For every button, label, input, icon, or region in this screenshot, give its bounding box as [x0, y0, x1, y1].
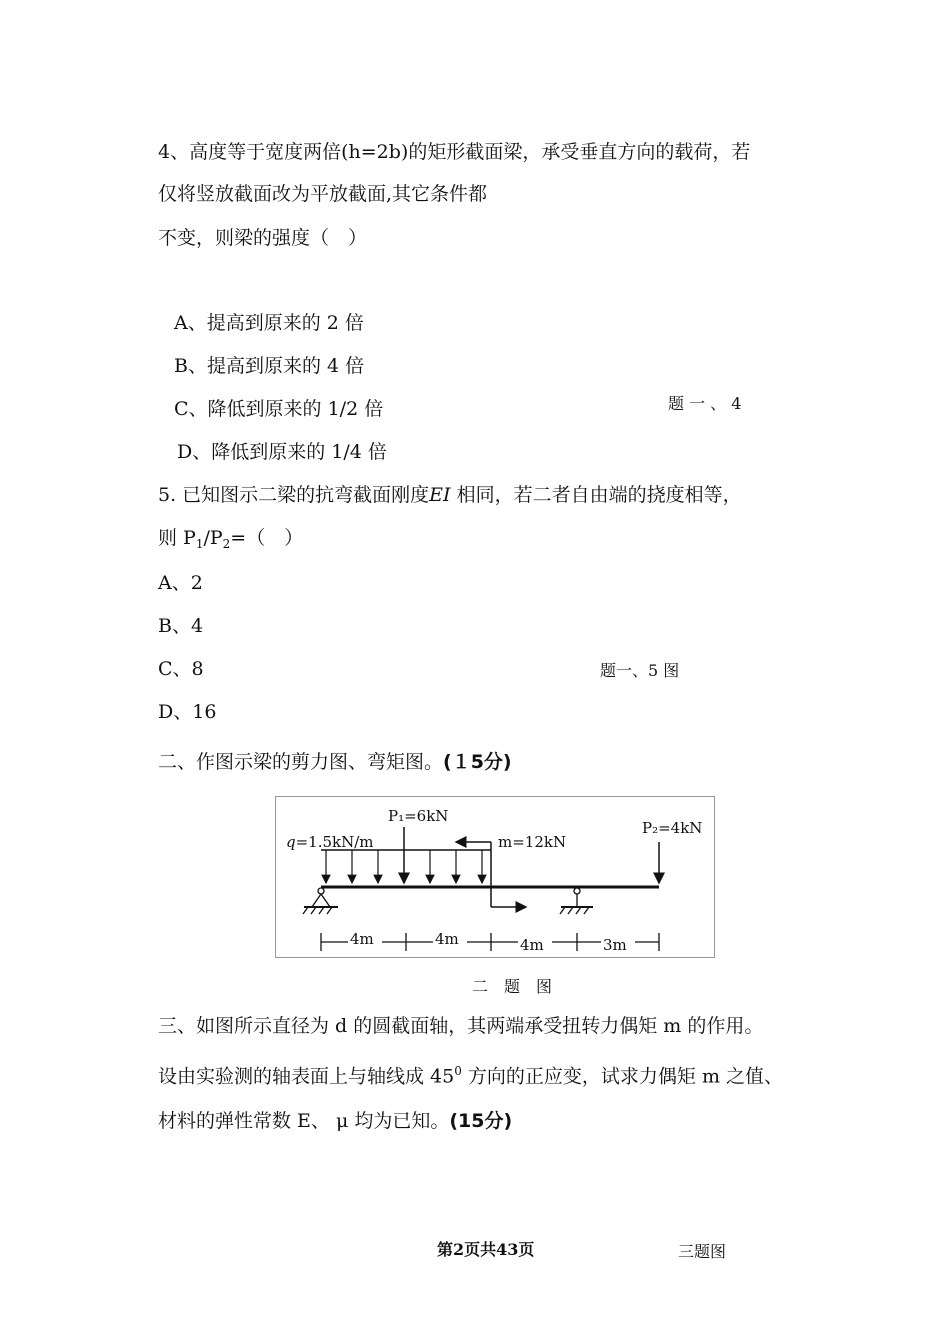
q5-option-a: A、2 — [158, 572, 203, 594]
q5-slash-p: /P — [203, 527, 223, 549]
dim-label-1: 4m — [350, 930, 374, 948]
q5-stem-line1 — [158, 483, 742, 507]
q-label — [286, 833, 374, 851]
q4-option-d: D、降低到原来的 1/4 倍 — [177, 441, 387, 463]
dim-label-4: 3m — [603, 936, 627, 954]
q-symbol: q — [286, 833, 296, 851]
q4-figure-label: 题 一 、 4 — [668, 394, 742, 413]
q4-stem-line2: 仅将竖放截面改为平放截面,其它条件都 — [158, 183, 488, 205]
p1-label: P₁=6kN — [388, 807, 449, 825]
section3-line3 — [158, 1109, 512, 1133]
q5-p-symbol: 则 P — [158, 527, 196, 549]
section3-line2-text-a: 设由实验测的轴表面上与轴线成 45 — [158, 1065, 455, 1088]
dim-label-3: 4m — [520, 936, 544, 954]
q4-stem-line3: 不变，则梁的强度（ ） — [158, 227, 368, 249]
q4-stem-line1: 4、高度等于宽度两倍(h=2b)的矩形截面梁，承受垂直方向的载荷，若 — [158, 141, 751, 163]
q5-stem-text-b: 相同，若二者自由端的挠度相等， — [450, 484, 742, 506]
q-value: =1.5kN/m — [295, 833, 374, 851]
pin-support-right — [560, 888, 593, 914]
q4-option-a: A、提高到原来的 2 倍 — [174, 312, 364, 334]
moment-m-symbol — [456, 842, 526, 907]
section3-line2 — [158, 1059, 783, 1088]
q5-ei-symbol: EI — [429, 484, 451, 506]
section3-figure-label: 三题图 — [678, 1242, 727, 1261]
q5-figure-label: 题一、5 图 — [600, 661, 680, 680]
q4-option-c: C、降低到原来的 1/2 倍 — [174, 398, 384, 420]
page-number: 第2页共43页 — [437, 1240, 535, 1259]
q5-blank: =（ ） — [230, 527, 304, 549]
q4-option-b: B、提高到原来的 4 倍 — [174, 355, 365, 377]
section3-line3-text: 材料的弹性常数 E、 μ 均为已知。 — [158, 1110, 450, 1132]
q5-option-b: B、4 — [158, 615, 204, 637]
q5-p1-subscript: 1 — [195, 537, 204, 551]
section2-heading-text: 二、作图示梁的剪力图、弯矩图。 — [158, 751, 444, 773]
section2-points: (１5分) — [443, 751, 512, 773]
beam-diagram — [276, 797, 714, 957]
p2-label: P₂=4kN — [642, 819, 703, 837]
section3-points: (15分) — [449, 1110, 513, 1132]
q5-option-c: C、8 — [158, 658, 204, 680]
q5-stem-line2 — [158, 526, 303, 556]
m-label: m=12kN — [498, 833, 567, 851]
section2-figure-caption: 二 题 图 — [472, 977, 553, 996]
q5-stem-text-a: 5. 已知图示二梁的抗弯截面刚度 — [158, 484, 430, 506]
q5-option-d: D、16 — [158, 701, 217, 723]
degree-superscript: 0 — [454, 1064, 462, 1078]
section3-line1: 三、如图所示直径为 d 的圆截面轴，其两端承受扭转力偶矩 m 的作用。 — [158, 1015, 764, 1037]
dim-label-2: 4m — [435, 930, 459, 948]
section3-line2-text-b: 方向的正应变，试求力偶矩 m 之值、 — [461, 1065, 783, 1088]
beam-figure — [275, 796, 715, 958]
pin-support-left — [303, 888, 338, 914]
q5-p2-subscript: 2 — [222, 537, 231, 551]
section2-heading — [158, 750, 512, 774]
